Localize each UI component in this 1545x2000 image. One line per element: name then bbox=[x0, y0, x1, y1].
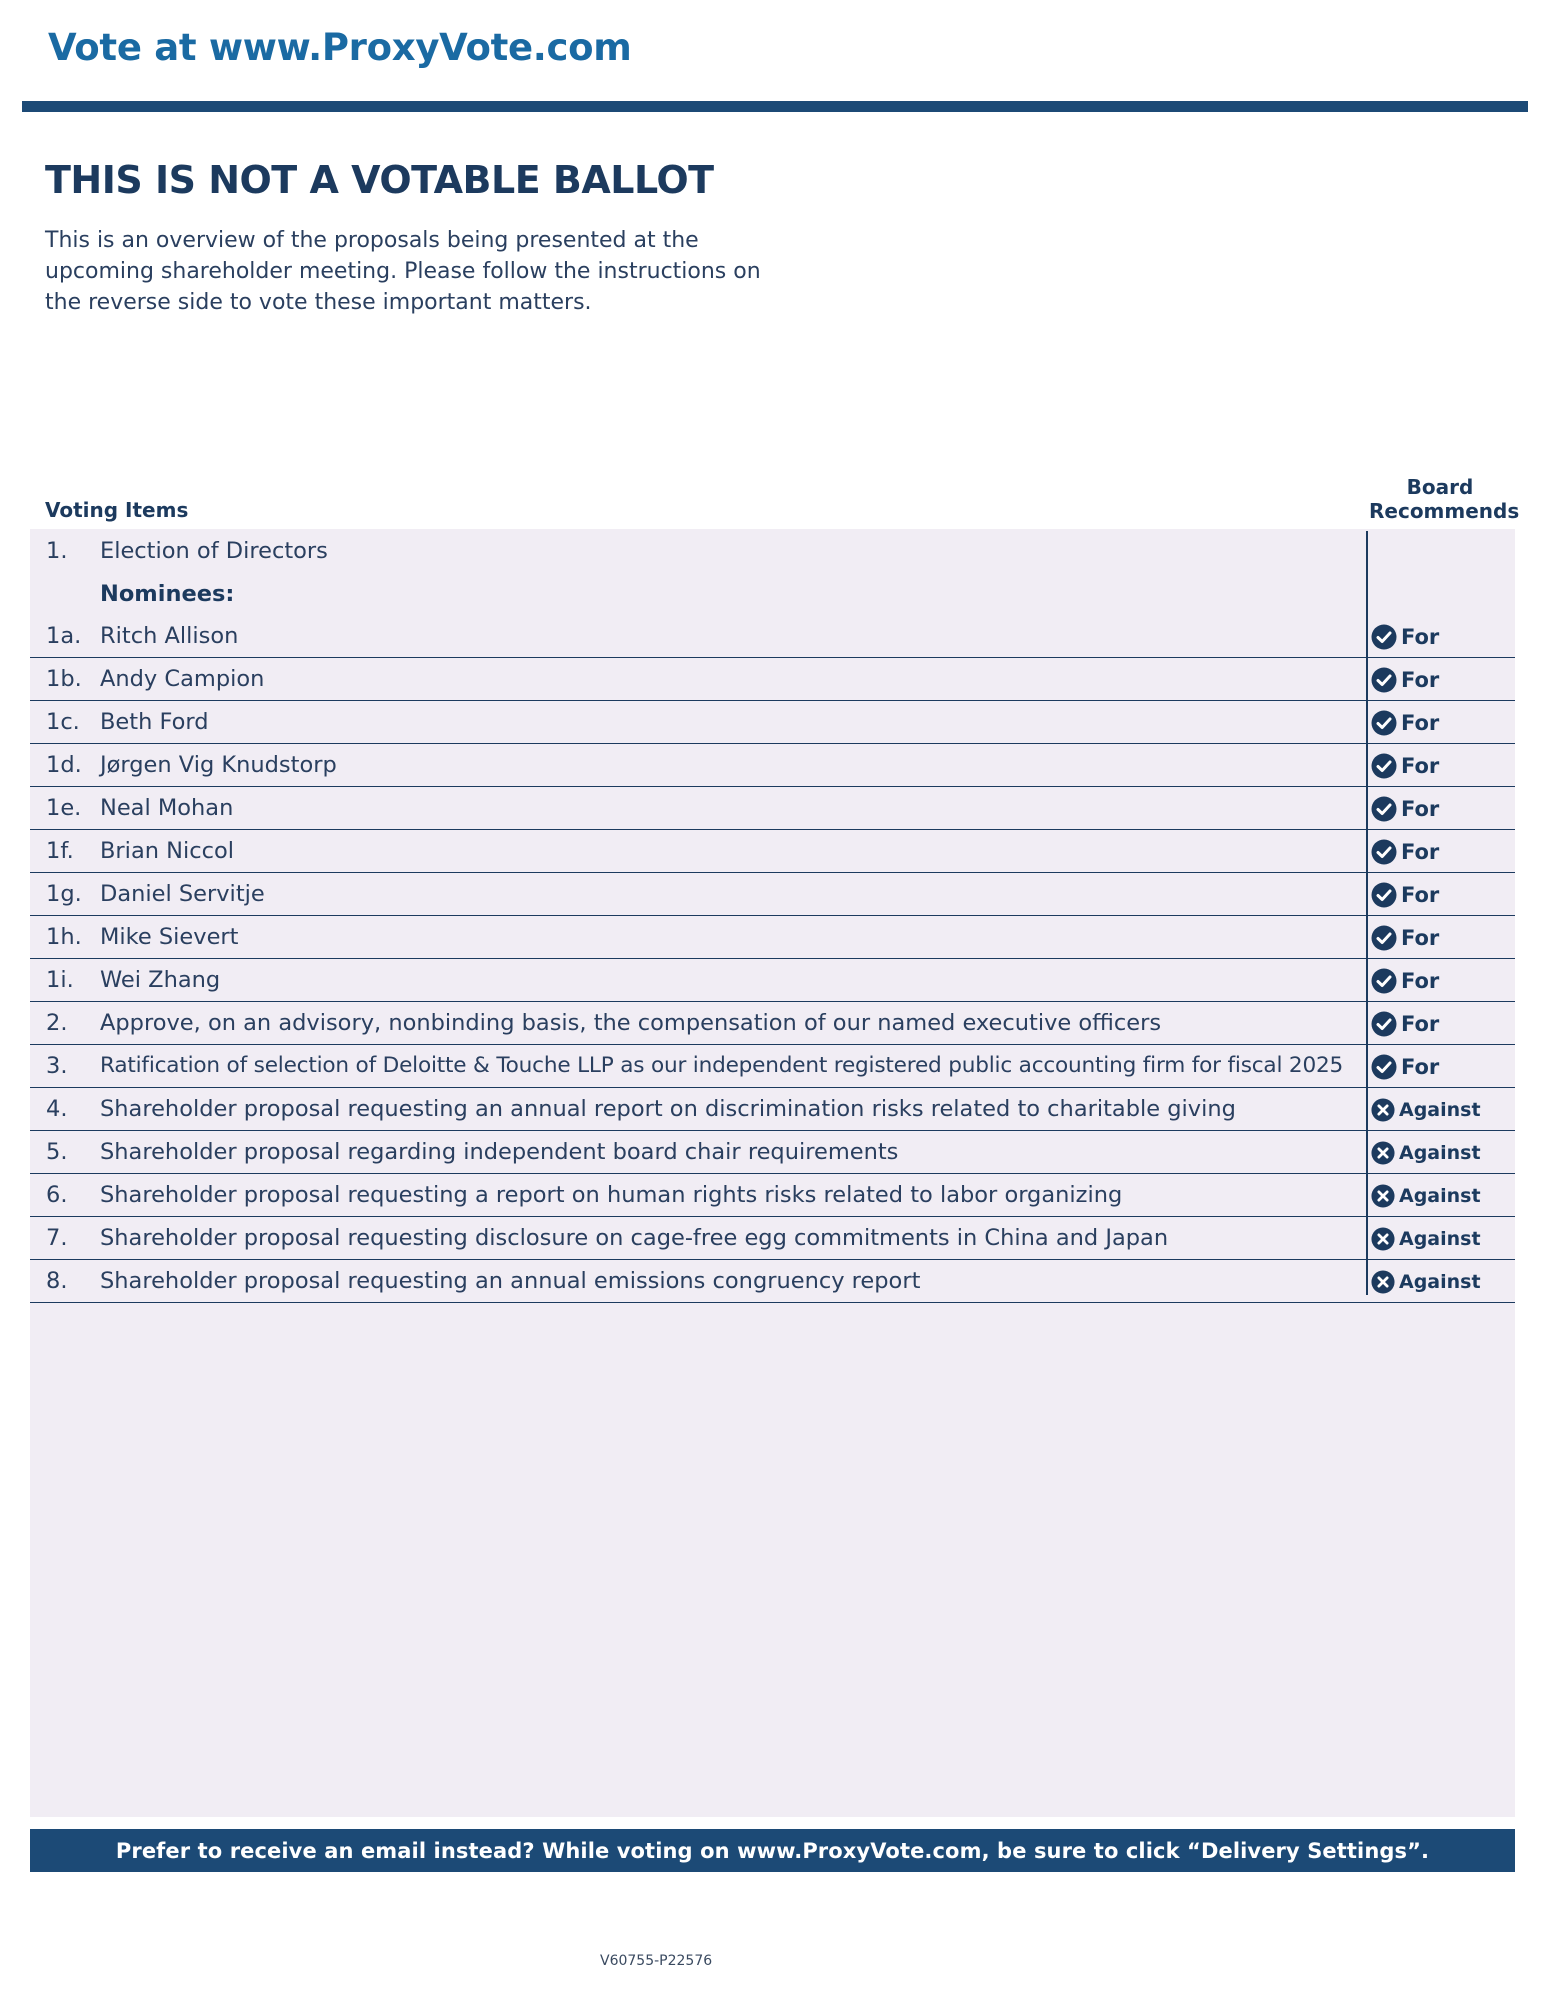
recommendation-label: Against bbox=[1399, 1271, 1481, 1293]
recommendation-label: Against bbox=[1399, 1228, 1481, 1250]
check-circle-icon bbox=[1371, 882, 1397, 908]
item-text: Shareholder proposal requesting disclosure on cage-free egg commitments in China and Japan bbox=[100, 1225, 1169, 1251]
recommendation-label: Against bbox=[1399, 1185, 1481, 1207]
board-label: Board bbox=[1406, 475, 1474, 499]
table-row bbox=[30, 1003, 1515, 1045]
table-row bbox=[30, 745, 1515, 787]
check-circle-icon bbox=[1371, 1011, 1397, 1037]
recommendation-label: Against bbox=[1399, 1099, 1481, 1121]
table-row bbox=[30, 788, 1515, 830]
item-text: Jørgen Vig Knudstorp bbox=[100, 752, 337, 778]
item-text: Shareholder proposal requesting a report on human rights risks related to labor organizing bbox=[100, 1182, 1123, 1208]
header-rule bbox=[22, 101, 1528, 112]
table-row bbox=[30, 831, 1515, 873]
x-circle-icon bbox=[1371, 1227, 1395, 1251]
item-text: Daniel Servitje bbox=[100, 881, 265, 907]
item-text: Shareholder proposal regarding independent board chair requirements bbox=[100, 1139, 899, 1165]
document-code: V60755-P22576 bbox=[600, 1953, 713, 1969]
item-text: Andy Campion bbox=[100, 666, 265, 692]
check-circle-icon bbox=[1371, 624, 1397, 650]
recommendation bbox=[1371, 708, 1439, 738]
item-text: Beth Ford bbox=[100, 709, 209, 735]
x-circle-icon bbox=[1371, 1098, 1395, 1122]
recommendation bbox=[1371, 1095, 1481, 1125]
recommendation-label: For bbox=[1401, 797, 1440, 821]
item-text: Approve, on an advisory, nonbinding basis, the compensation of our named executive officers bbox=[100, 1010, 1162, 1036]
item-number: 1b. bbox=[46, 666, 82, 692]
table-row bbox=[30, 1089, 1515, 1131]
page-title: THIS IS NOT A VOTABLE BALLOT bbox=[45, 158, 714, 202]
x-circle-icon bbox=[1371, 1141, 1395, 1165]
recommendation bbox=[1371, 1052, 1439, 1082]
check-circle-icon bbox=[1371, 925, 1397, 951]
check-circle-icon bbox=[1371, 753, 1397, 779]
item-text: Election of Directors bbox=[100, 538, 328, 564]
recommendation bbox=[1371, 837, 1439, 867]
item-text: Wei Zhang bbox=[100, 967, 221, 993]
table-row bbox=[30, 659, 1515, 701]
proxyvote-link[interactable]: Vote at www.ProxyVote.com bbox=[48, 26, 632, 69]
recommendation bbox=[1371, 1009, 1439, 1039]
item-number: 1e. bbox=[46, 795, 82, 821]
intro-text bbox=[45, 225, 765, 318]
table-row bbox=[30, 574, 1515, 615]
item-number: 4. bbox=[46, 1096, 68, 1122]
recommendation bbox=[1371, 794, 1439, 824]
recommendation bbox=[1371, 751, 1439, 781]
recommendation-label: For bbox=[1401, 754, 1440, 778]
intro-line: This is an overview of the proposals being presented at the bbox=[45, 228, 699, 253]
table-row bbox=[30, 917, 1515, 959]
check-circle-icon bbox=[1371, 796, 1397, 822]
table-row bbox=[30, 1261, 1515, 1303]
item-number: 1a. bbox=[46, 623, 82, 649]
banner-text: Prefer to receive an email instead? While voting on www.ProxyVote.com, be sure to click “Delivery Settings”. bbox=[115, 1838, 1430, 1863]
item-number: 1f. bbox=[46, 838, 74, 864]
item-number: 2. bbox=[46, 1010, 68, 1036]
item-number: 1i. bbox=[46, 967, 74, 993]
recommendation bbox=[1371, 1267, 1481, 1297]
recommendation bbox=[1371, 880, 1439, 910]
check-circle-icon bbox=[1371, 839, 1397, 865]
table-row bbox=[30, 702, 1515, 744]
item-number: 1c. bbox=[46, 709, 80, 735]
intro-line: upcoming shareholder meeting. Please follow the instructions on bbox=[45, 259, 761, 284]
item-text: Neal Mohan bbox=[100, 795, 234, 821]
nominees-label: Nominees: bbox=[100, 581, 235, 607]
item-number: 1. bbox=[46, 538, 68, 564]
recommendation bbox=[1371, 622, 1439, 652]
item-number: 6. bbox=[46, 1182, 68, 1208]
voting-items-header: Voting Items bbox=[45, 498, 189, 522]
item-text: Ratification of selection of Deloitte & Touche LLP as our independent registered public accounting firm for fiscal 2025 bbox=[100, 1053, 1344, 1078]
table-row bbox=[30, 531, 1515, 572]
check-circle-icon bbox=[1371, 710, 1397, 736]
recommendation-label: For bbox=[1401, 969, 1440, 993]
delivery-settings-banner bbox=[30, 1829, 1515, 1872]
item-number: 8. bbox=[46, 1268, 68, 1294]
item-number: 1g. bbox=[46, 881, 82, 907]
recommendation bbox=[1371, 1138, 1481, 1168]
item-number: 1h. bbox=[46, 924, 82, 950]
check-circle-icon bbox=[1371, 1054, 1397, 1080]
intro-line: the reverse side to vote these important matters. bbox=[45, 290, 592, 315]
recommendation bbox=[1371, 966, 1439, 996]
item-number: 1d. bbox=[46, 752, 82, 778]
board-recommends-header bbox=[1369, 475, 1520, 523]
table-row bbox=[30, 960, 1515, 1002]
recommends-label: Recommends bbox=[1369, 499, 1520, 523]
table-row bbox=[30, 616, 1515, 658]
x-circle-icon bbox=[1371, 1270, 1395, 1294]
check-circle-icon bbox=[1371, 667, 1397, 693]
recommendation-label: For bbox=[1401, 1055, 1440, 1079]
recommendation-label: For bbox=[1401, 1012, 1440, 1036]
recommendation bbox=[1371, 1181, 1481, 1211]
recommendation-label: For bbox=[1401, 625, 1440, 649]
recommendation-label: Against bbox=[1399, 1142, 1481, 1164]
item-number: 3. bbox=[46, 1053, 68, 1079]
item-text: Ritch Allison bbox=[100, 623, 239, 649]
recommendation-label: For bbox=[1401, 668, 1440, 692]
recommendation bbox=[1371, 665, 1439, 695]
item-number: 7. bbox=[46, 1225, 68, 1251]
table-row bbox=[30, 874, 1515, 916]
recommendation bbox=[1371, 923, 1439, 953]
item-text: Brian Niccol bbox=[100, 838, 234, 864]
check-circle-icon bbox=[1371, 968, 1397, 994]
recommendation bbox=[1371, 1224, 1481, 1254]
recommendation-label: For bbox=[1401, 926, 1440, 950]
table-row bbox=[30, 1175, 1515, 1217]
x-circle-icon bbox=[1371, 1184, 1395, 1208]
recommendation-label: For bbox=[1401, 883, 1440, 907]
recommendation-label: For bbox=[1401, 711, 1440, 735]
table-row bbox=[30, 1046, 1515, 1088]
item-number: 5. bbox=[46, 1139, 68, 1165]
recommendation-label: For bbox=[1401, 840, 1440, 864]
table-row bbox=[30, 1132, 1515, 1174]
item-text: Shareholder proposal requesting an annual report on discrimination risks related to charitable giving bbox=[100, 1096, 1236, 1122]
item-text: Shareholder proposal requesting an annual emissions congruency report bbox=[100, 1268, 921, 1294]
table-row bbox=[30, 1218, 1515, 1260]
item-text: Mike Sievert bbox=[100, 924, 239, 950]
